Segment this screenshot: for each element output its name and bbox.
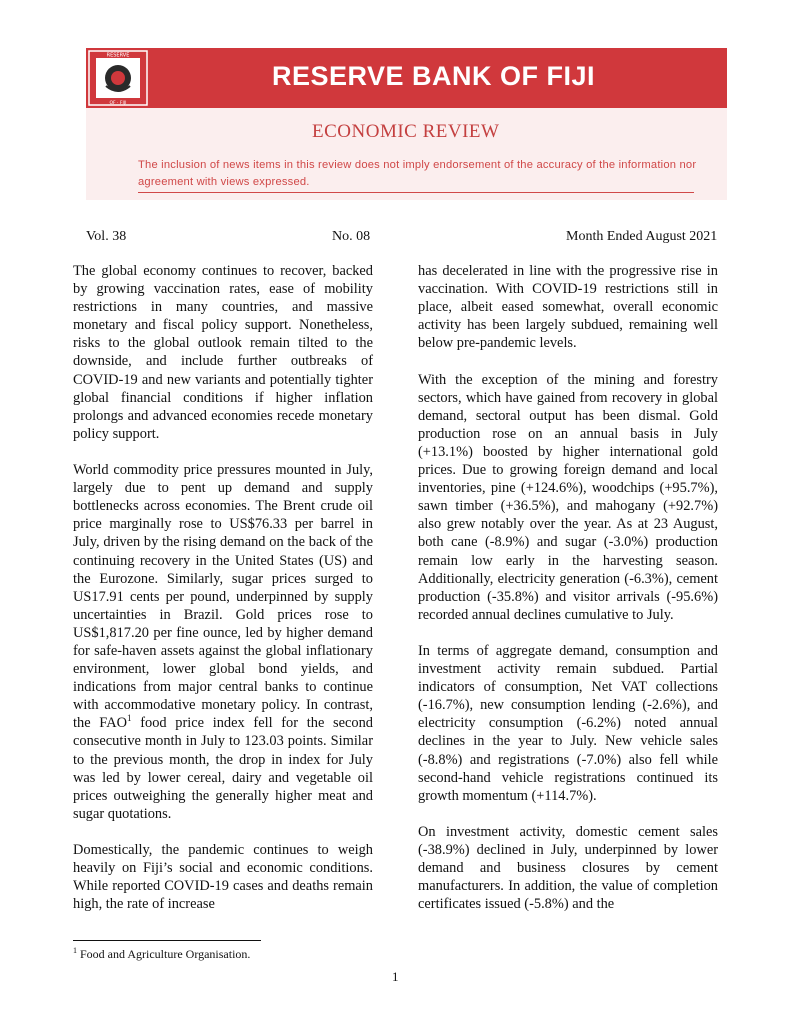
footnote-marker: 1 bbox=[73, 946, 77, 955]
svg-text:OF · FIJI: OF · FIJI bbox=[109, 101, 127, 106]
paragraph-sectoral-output: With the exception of the mining and forestry sectors, which have gained from recovery in global demand, sectoral output has been dismal. Gold production rose on an annual basis in July (+13.1%) boosted by higher international gold prices. Due to growing foreign demand and local inventories, pine (+124.6%), woodchips (+95.7%), sawn timber (+36.5%), and mahogany (+92.7%) also grew notably over the year. As at 23 August, both cane (-8.9%) and sugar (-3.0%) production remain low early in the harvesting season. Additionally, electricity generation (-6.3%), cement production (-35.8%) and visitor arrivals (-95.6%) recorded annual declines cumulative to July. bbox=[418, 371, 718, 623]
masthead-banner bbox=[86, 48, 727, 200]
commodity-text: World commodity price pressures mounted in July, largely due to pent up demand and supply bottlenecks across economies. The Brent crude oil price marginally rose to US$76.33 per barrel in July, driven by the rising demand on the back of the continuing recovery in the United States (US) and the Eurozone. Similarly, sugar prices surged to US17.91 cents per pound, underpinned by supply uncertainties in Brazil. Gold prices rose to US$1,817.20 per fine ounce, led by higher demand for safe-haven assets against the global inflationary environment, lower global bond yields, and indications from major central banks to continue with accommodative monetary policy. In contrast, the FAO bbox=[73, 462, 373, 732]
rbf-logo bbox=[86, 48, 150, 108]
rbf-logo-icon bbox=[86, 48, 150, 108]
banner-divider bbox=[138, 192, 694, 193]
paragraph-vaccination: has decelerated in line with the progressive rise in vaccination. With COVID-19 restrictions still in place, albeit eased somewhat, overall economic activity has been largely subdued, remaining well below pre-pandemic levels. bbox=[418, 263, 718, 352]
footnote-text: Food and Agriculture Organisation. bbox=[80, 947, 251, 961]
publication-title: ECONOMIC REVIEW bbox=[312, 121, 500, 142]
paragraph-aggregate-demand: In terms of aggregate demand, consumption and investment activity remain subdued. Partial indicators of consumption, Net VAT collections (-16.7%), new consumption lending (-2.6%), and electricity consumption (-6.2%) noted annual declines in the year to July. New vehicle sales (-8.8%) and registrations (-7.0%) also fell while second-hand vehicle registrations continued its growth momentum (+114.7%). bbox=[418, 642, 718, 804]
paragraph-investment: On investment activity, domestic cement sales (-38.9%) declined in July, underpinned by lower demand and business closures by cement manufacturers. In addition, the value of completion certificates issued (-5.8%) and the bbox=[418, 823, 718, 913]
bank-name: RESERVE BANK OF FIJI bbox=[272, 61, 596, 91]
page-number: 1 bbox=[392, 969, 399, 984]
commodity-text-cont: food price index fell for the second consecutive month in July to 123.03 points. Similar to the previous month, the drop in index for July was led by lower cereal, dairy and vegetable oil prices outweighing the generally higher meat and sugar quotations. bbox=[73, 715, 373, 822]
paragraph-global-economy: The global economy continues to recover, backed by growing vaccination rates, ease of mobility restrictions in many countries, and massive monetary and fiscal policy support. Nonetheless, risks to the global outlook remain tilted to the downside, and include further outbreaks of COVID-19 and new variants and potentially tighter global financial conditions if higher inflation prolongs and advanced economies recede monetary policy support. bbox=[73, 263, 373, 442]
paragraph-domestic: Domestically, the pandemic continues to weigh heavily on Fiji’s social and economic conditions. While reported COVID-19 cases and deaths remain high, the rate of increase bbox=[73, 842, 373, 913]
issue-period: Month Ended August 2021 bbox=[566, 229, 718, 244]
svg-text:RESERVE: RESERVE bbox=[106, 52, 130, 59]
footnote-divider bbox=[73, 940, 261, 941]
issue-number: No. 08 bbox=[332, 229, 371, 244]
left-column bbox=[73, 262, 373, 931]
right-column bbox=[418, 262, 718, 931]
volume-label: Vol. 38 bbox=[86, 229, 127, 244]
paragraph-commodity-prices bbox=[73, 461, 373, 823]
disclaimer-text: The inclusion of news items in this review does not imply endorsement of the accuracy of the information nor agreement with views expressed. bbox=[138, 159, 697, 188]
footnote bbox=[73, 947, 250, 962]
footnote-ref: 1 bbox=[127, 713, 132, 724]
